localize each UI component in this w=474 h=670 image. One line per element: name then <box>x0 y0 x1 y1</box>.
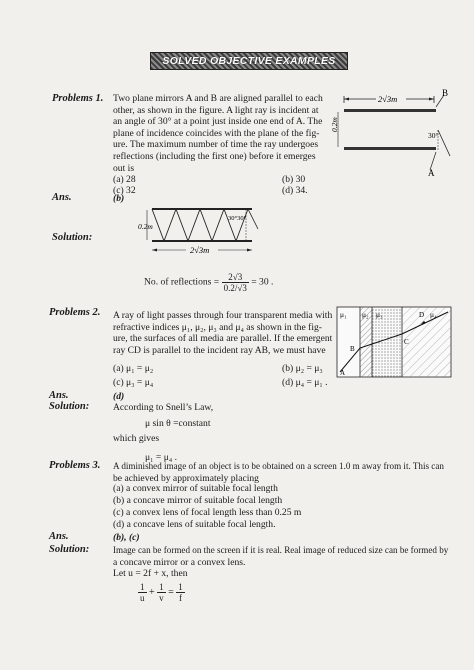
p2-line: A ray of light passes through four transparent media with <box>113 310 333 321</box>
eq-term-u <box>138 582 147 603</box>
p3-option-a: (a) a convex mirror of suitable focal length <box>113 483 278 494</box>
media-figure <box>336 306 454 380</box>
eq-rhs: = 30 . <box>251 276 274 288</box>
sol-fig-left-label: 0.2m <box>138 222 153 231</box>
p2-ans-label: Ans. <box>49 390 69 401</box>
zigzag-figure <box>138 203 276 259</box>
fig-point-b: B <box>350 345 355 353</box>
p1-line: plane of incidence coincides with the plane of the fig- <box>113 127 320 139</box>
p2-line: ure, the surfaces of all media are parallel. If the emergent <box>113 333 333 345</box>
p2-option-b: (b) μ₂ = μ₃ <box>282 363 323 374</box>
eq-u-num: 1 <box>140 582 145 592</box>
p2-line: refractive indices μ₁, μ₂, μ₃ and μ₄ as shown in the fig- <box>113 321 322 333</box>
mirrors-figure <box>326 88 458 178</box>
section-banner <box>150 52 348 70</box>
p3-solution-text <box>113 545 458 580</box>
fig-mu3: μ₃ <box>376 310 383 319</box>
p2-sol-line: which gives <box>113 433 160 445</box>
fig-top-label: 2√3m <box>378 94 398 104</box>
p2-solution-label: Solution: <box>49 401 90 412</box>
eq-term-v <box>157 582 166 603</box>
p3-line: be achieved by approximately placing <box>113 472 259 484</box>
p2-answer: (d) <box>113 391 125 402</box>
fig-label-b: B <box>442 88 449 98</box>
eq-u-den: u <box>140 593 145 603</box>
fig-mu4: μ₄ <box>430 310 437 319</box>
p3-sol-line: Let u = 2f + x, then <box>113 568 188 580</box>
p3-answer: (b), (c) <box>113 532 140 543</box>
p1-option-d: (d) 34. <box>282 185 308 196</box>
banner-title: SOLVED OBJECTIVE EXAMPLES <box>162 55 336 67</box>
lens-equation: $\frac{1}{u}$ + $\frac{1}{v}$ = $\frac{1}{f}$ <box>140 582 183 603</box>
p1-option-c: (c) 32 <box>113 185 136 196</box>
p2-option-d: (d) μ₄ = μ₁ . <box>282 377 328 388</box>
mirror-a <box>344 147 436 150</box>
fig-side-label: 0.2m <box>330 117 339 132</box>
eq-fraction <box>222 272 249 293</box>
p1-option-a: (a) 28 <box>113 174 136 185</box>
fig-label-a: A <box>428 168 435 178</box>
p2-sol-line: μ sin θ =constant <box>145 417 211 429</box>
p2-sol-line: μ₁ = μ₄ . <box>145 451 177 463</box>
fig-mu1: μ₁ <box>340 310 347 319</box>
p3-option-d: (d) a concave lens of suitable focal length. <box>113 519 276 530</box>
p1-line: out is <box>113 162 135 174</box>
eq-v-num: 1 <box>159 582 164 592</box>
p1-line: ure. The maximum number of time the ray undergoes <box>113 139 319 151</box>
eq-v-den: v <box>159 593 164 603</box>
p2-option-a: (a) μ₁ = μ₂ <box>113 363 154 374</box>
p1-answer: (b) <box>113 193 125 204</box>
fig-point-d: D <box>419 311 425 319</box>
p2-line: ray CD is parallel to the incident ray AB, we must have <box>113 344 326 356</box>
eq-lhs: No. of reflections = <box>144 276 220 288</box>
eq-numerator: 2√3 <box>222 272 249 283</box>
p3-option-b: (b) a concave mirror of suitable focal length <box>113 495 283 506</box>
p1-ans-label: Ans. <box>52 192 72 203</box>
sol-fig-angle-label: 30°30° <box>228 215 247 222</box>
p1-equation <box>144 272 273 293</box>
reflected-ray <box>152 209 248 241</box>
problem-3-text <box>113 461 458 484</box>
fig-point-a: A <box>340 369 346 377</box>
problem-2-label: Problems 2. <box>49 307 101 318</box>
eq-f-den: f <box>179 593 183 603</box>
p2-option-c: (c) μ₃ = μ₄ <box>113 377 154 388</box>
p2-sol-line: According to Snell’s Law, <box>113 402 214 413</box>
p1-option-b: (b) 30 <box>282 174 306 185</box>
p3-solution-label: Solution: <box>49 544 90 555</box>
p3-ans-label: Ans. <box>49 531 69 542</box>
p1-solution-label: Solution: <box>52 232 93 243</box>
p3-option-c: (c) a convex lens of focal length less than 0.25 m <box>113 507 302 518</box>
fig-angle-label: 30° <box>428 131 439 140</box>
fig-point-c: C <box>404 338 409 346</box>
p3-line: A diminished image of an object is to be obtained on a screen 1.0 m away from it. This can <box>113 461 444 471</box>
problem-1-label: Problems 1. <box>52 93 104 104</box>
problem-2-text <box>113 310 338 356</box>
eq-term-f <box>176 582 185 603</box>
p1-line: an angle of 30° at a point just inside one end of A. The <box>113 116 323 128</box>
p2-solution-text <box>113 402 213 463</box>
fig-mu2: μ₂ <box>362 310 369 319</box>
mirror-b <box>344 109 436 112</box>
p1-line: other, as shown in the figure. A light ray is incident at <box>113 104 319 116</box>
p1-line: reflections (including the first one) before it emerges <box>113 150 316 162</box>
eq-denominator: 0.2/√3 <box>223 283 247 293</box>
sol-fig-bottom-label: 2√3m <box>190 245 210 255</box>
p3-sol-line: Image can be formed on the screen if it is real. Real image of reduced size can be formed by <box>113 545 449 555</box>
eq-f-num: 1 <box>178 582 183 592</box>
p3-sol-line: a concave mirror or a convex lens. <box>113 556 246 568</box>
problem-3-label: Problems 3. <box>49 460 101 471</box>
problem-1-text <box>113 93 343 174</box>
p1-line: Two plane mirrors A and B are aligned parallel to each <box>113 93 323 104</box>
